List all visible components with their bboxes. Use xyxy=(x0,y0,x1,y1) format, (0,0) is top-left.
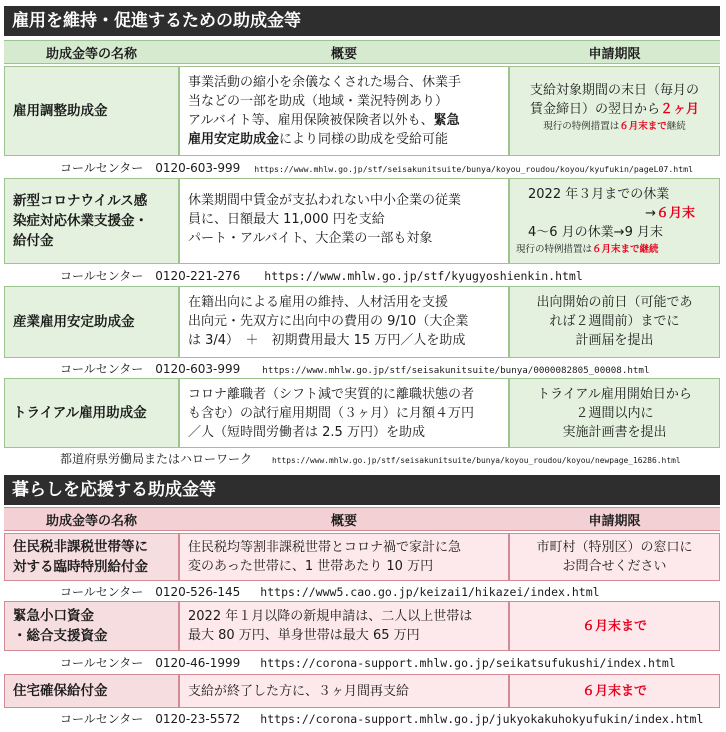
subsidy-summary: 在籍出向による雇用の維持、人材活用を支援 出向元・先双方に出向中の費用の 9/10（大企業 は 3/4） ＋ 初期費用最大 15 万円／人を助成 xyxy=(179,286,509,358)
contact-line: コールセンター 0120-603-999 https://www.mhlw.go.jp/stf/seisakunitsuite/bunya/0000082805_00008.html xyxy=(60,362,650,376)
table-row xyxy=(4,178,720,264)
contact-line: コールセンター 0120-526-145 https://www5.cao.go.jp/keizai1/hikazei/index.html xyxy=(60,585,600,599)
section2-title: 暮らしを応援する助成金等 xyxy=(4,475,720,505)
section1-title: 雇用を維持・促進するための助成金等 xyxy=(4,6,720,36)
section1-column-headers xyxy=(4,40,720,64)
url-link[interactable]: https://corona-support.mhlw.go.jp/jukyokakuhokyufukin/index.html xyxy=(260,712,704,726)
subsidy-summary: 支給が終了した方に、３ヶ月間再支給 xyxy=(179,674,509,708)
subsidy-summary: 休業期間中賃金が支払われない中小企業の従業 員に、日額最大 11,000 円を支給 パート・アルバイト、大企業の一部も対象 xyxy=(179,178,509,264)
table-row xyxy=(4,601,720,651)
url-link[interactable]: https://corona-support.mhlw.go.jp/seikatsufukushi/index.html xyxy=(260,656,676,670)
url-link[interactable]: https://www5.cao.go.jp/keizai1/hikazei/index.html xyxy=(260,585,600,599)
table-row xyxy=(4,674,720,708)
subsidy-name: 新型コロナウイルス感 染症対応休業支援金・ 給付金 xyxy=(4,178,179,264)
subsidy-name: 緊急小口資金 ・総合支援資金 xyxy=(4,601,179,651)
table-row xyxy=(4,378,720,448)
subsidy-name: 住民税非課税世帯等に 対する臨時特別給付金 xyxy=(4,533,179,581)
subsidy-deadline: ６月末まで xyxy=(509,601,720,651)
contact-line: コールセンター 0120-603-999 https://www.mhlw.go.jp/stf/seisakunitsuite/bunya/koyou_roudou/koyou/kyufukin/pageL07.html xyxy=(60,161,694,175)
url-link[interactable]: https://www.mhlw.go.jp/stf/seisakunitsuite/bunya/koyou_roudou/koyou/newpage_16286.html xyxy=(272,456,681,465)
subsidy-summary: コロナ離職者（シフト減で実質的に離職状態の者 も含む）の試行雇用期間（３ヶ月）に月額４万円 ／人（短時間労働者は 2.5 万円）を助成 xyxy=(179,378,509,448)
section2-column-headers xyxy=(4,507,720,531)
table-row xyxy=(4,286,720,358)
subsidy-name: 住宅確保給付金 xyxy=(4,674,179,708)
header-summary: 概要 xyxy=(330,46,357,62)
subsidy-summary: 住民税均等割非課税世帯とコロナ禍で家計に急 変のあった世帯に、1 世帯あたり 10 万円 xyxy=(179,533,509,581)
url-link[interactable]: https://www.mhlw.go.jp/stf/kyugyoshienkin.html xyxy=(264,269,583,283)
subsidy-name: トライアル雇用助成金 xyxy=(4,378,179,448)
header-period: 申請期限 xyxy=(588,513,641,529)
header-summary: 概要 xyxy=(330,513,357,529)
contact-line: 都道府県労働局またはハローワーク https://www.mhlw.go.jp/stf/seisakunitsuite/bunya/koyou_roudou/koyou/newpage_16286.html xyxy=(60,452,681,466)
subsidy-deadline: 支給対象期間の末日（毎月の 賃金締日）の翌日から２ヶ月 現行の特例措置は６月末まで継続 xyxy=(509,66,720,156)
header-period: 申請期限 xyxy=(588,46,641,62)
table-row xyxy=(4,533,720,581)
subsidy-deadline: ６月末まで xyxy=(509,674,720,708)
subsidy-summary: 事業活動の縮小を余儀なくされた場合、休業手 当などの一部を助成（地域・業況特例あり） アルバイト等、雇用保険被保険者以外も、緊急 雇用安定助成金により同様の助成を受給可能 xyxy=(179,66,509,156)
subsidy-deadline: 市町村（特別区）の窓口に お問合せください xyxy=(509,533,720,581)
url-link[interactable]: https://www.mhlw.go.jp/stf/seisakunitsuite/bunya/koyou_roudou/koyou/kyufukin/pageL07.html xyxy=(254,164,694,174)
header-name: 助成金等の名称 xyxy=(45,513,137,529)
contact-line: コールセンター 0120-221-276 https://www.mhlw.go.jp/stf/kyugyoshienkin.html xyxy=(60,269,583,283)
contact-line: コールセンター 0120-46-1999 https://corona-support.mhlw.go.jp/seikatsufukushi/index.html xyxy=(60,656,676,670)
subsidy-name: 産業雇用安定助成金 xyxy=(4,286,179,358)
table-row xyxy=(4,66,720,156)
subsidy-summary: 2022 年１月以降の新規申請は、二人以上世帯は 最大 80 万円、単身世帯は最大 65 万円 xyxy=(179,601,509,651)
subsidy-deadline: 2022 年３月までの休業 →６月末 4～6 月の休業→9 月末 現行の特例措置は６月末まで継続 xyxy=(509,178,720,264)
subsidy-name: 雇用調整助成金 xyxy=(4,66,179,156)
subsidy-deadline: 出向開始の前日（可能であ れば２週間前）までに 計画届を提出 xyxy=(509,286,720,358)
contact-line: コールセンター 0120-23-5572 https://corona-support.mhlw.go.jp/jukyokakuhokyufukin/index.html xyxy=(60,712,704,726)
header-name: 助成金等の名称 xyxy=(45,46,137,62)
url-link[interactable]: https://www.mhlw.go.jp/stf/seisakunitsuite/bunya/0000082805_00008.html xyxy=(262,365,650,376)
subsidy-deadline: トライアル雇用開始日から ２週間以内に 実施計画書を提出 xyxy=(509,378,720,448)
